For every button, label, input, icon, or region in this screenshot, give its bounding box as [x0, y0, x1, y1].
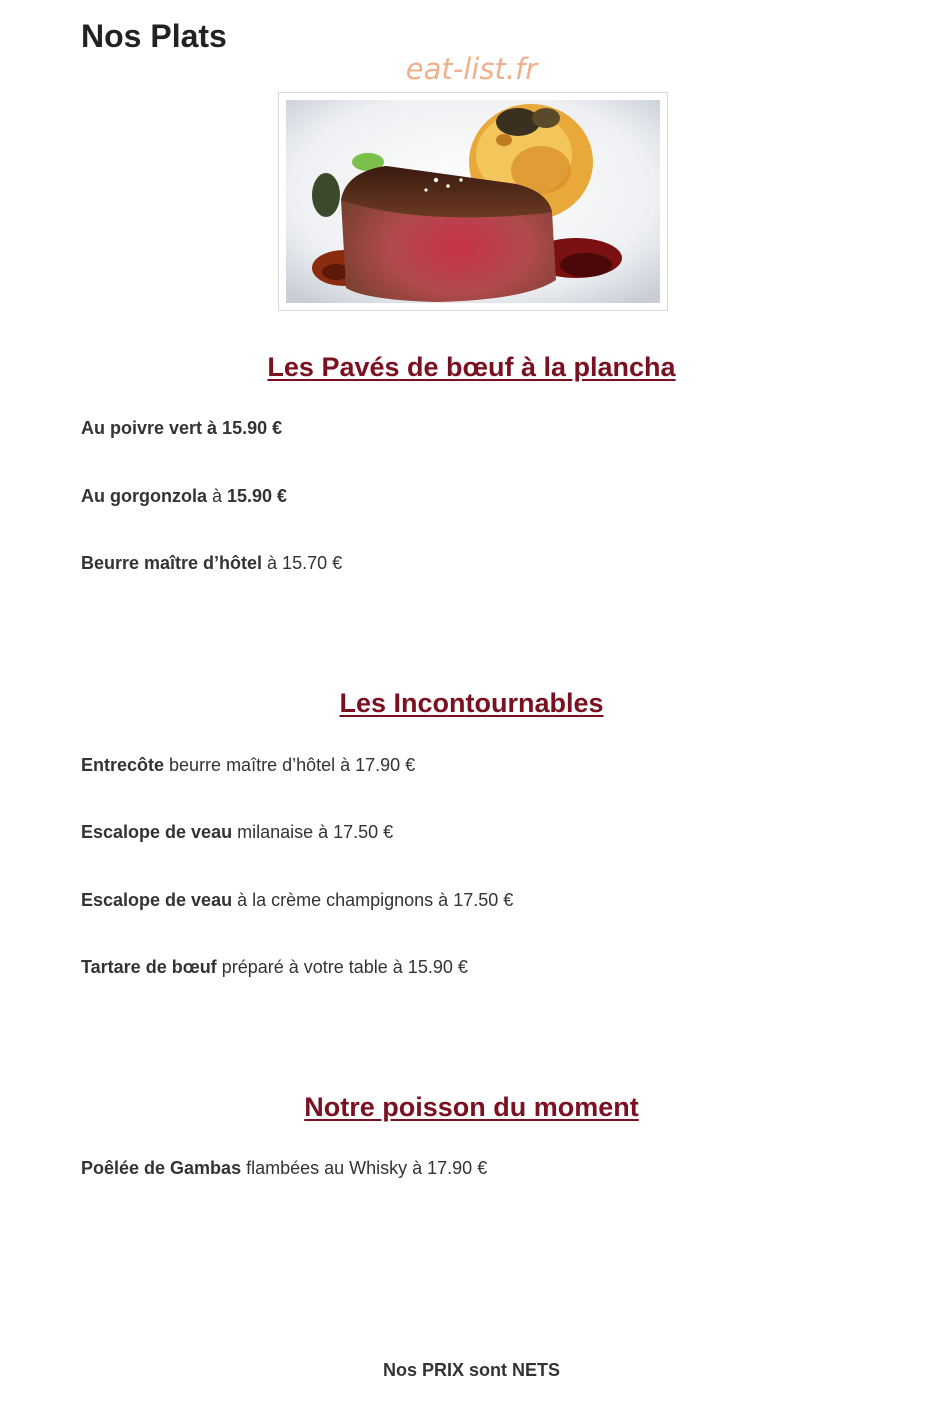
price-note: Nos PRIX sont NETS — [382, 1360, 561, 1380]
page-title: Nos Plats — [81, 18, 227, 54]
menu-item: Escalope de veau à la crème champignons à 17.50 € — [81, 890, 514, 910]
watermark: eat-list.fr — [405, 52, 538, 86]
dish-photo — [278, 92, 668, 311]
menu-item: Au poivre vert à 15.90 € — [81, 418, 283, 438]
menu-item: Escalope de veau milanaise à 17.50 € — [81, 822, 394, 842]
menu-item: Entrecôte beurre maître d’hôtel à 17.90 € — [81, 755, 416, 775]
section-title-incontournables: Les Incontournables — [339, 688, 604, 718]
menu-item: Beurre maître d’hôtel à 15.70 € — [81, 553, 343, 573]
menu-item: Au gorgonzola à 15.90 € — [81, 486, 288, 506]
steak-dish-illustration — [286, 100, 660, 303]
menu-item: Poêlée de Gambas flambées au Whisky à 17.90 € — [81, 1158, 488, 1178]
section-title-paves: Les Pavés de bœuf à la plancha — [267, 352, 676, 382]
section-title-poisson: Notre poisson du moment — [304, 1092, 639, 1122]
menu-item: Tartare de bœuf préparé à votre table à 15.90 € — [81, 957, 468, 977]
